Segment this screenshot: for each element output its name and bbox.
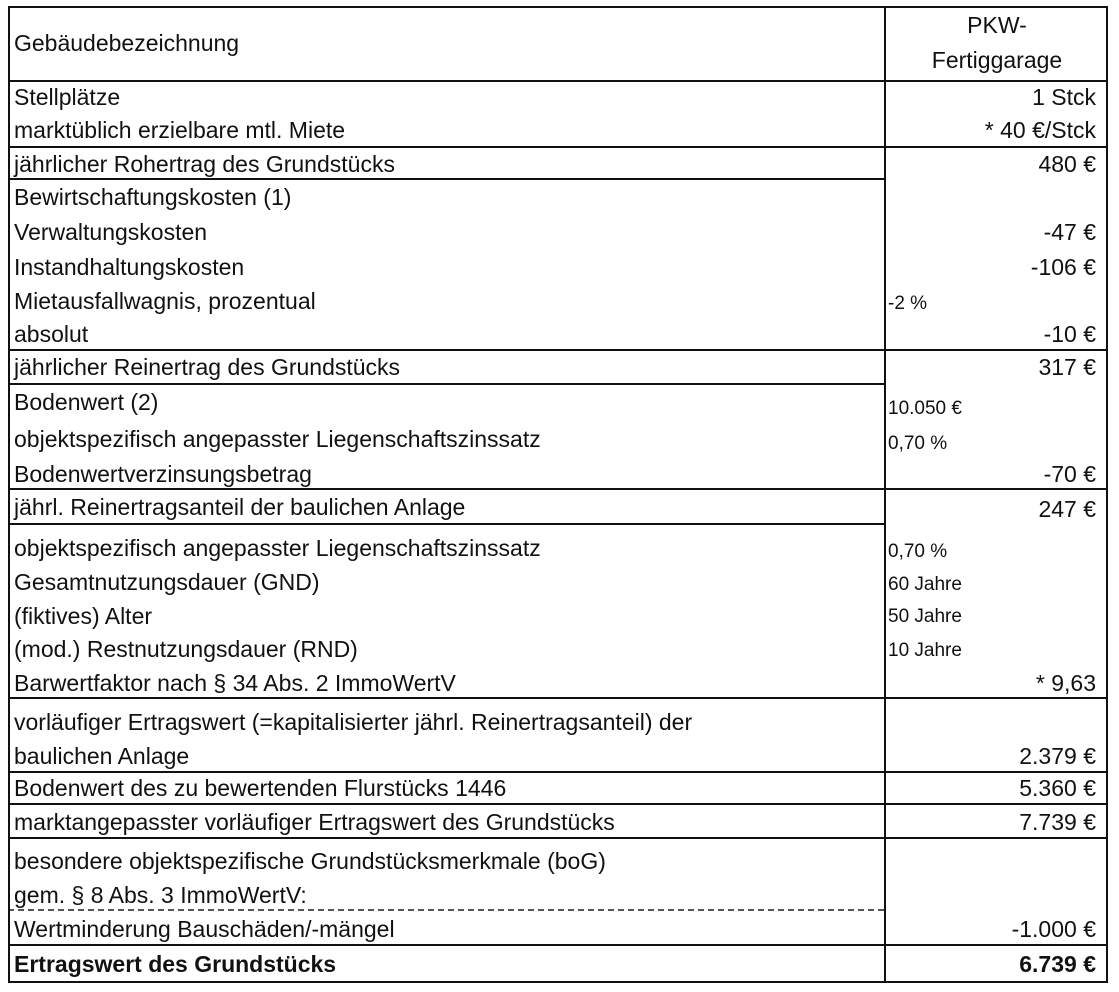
- row-label: Stellplätze: [14, 84, 121, 110]
- row-value: 247 €: [1038, 496, 1096, 522]
- row-divider: [8, 697, 1108, 699]
- row-divider: [8, 523, 884, 525]
- row-label: besondere objektspezifische Grundstücksmerkmale (boG): [14, 848, 606, 874]
- row-value: 7.739 €: [1019, 809, 1096, 835]
- row-label: vorläufiger Ertragswert (=kapitalisierter jährl. Reinertragsanteil) der: [14, 709, 693, 735]
- row-divider: [8, 837, 1108, 839]
- row-label: marktangepasster vorläufiger Ertragswert des Grundstücks: [14, 809, 615, 835]
- row-label: Bodenwert des zu bewertenden Flurstücks 1446: [14, 775, 507, 801]
- column-divider: [884, 6, 886, 983]
- row-divider: [8, 488, 1108, 490]
- row-aux-value: 0,70 %: [888, 541, 948, 562]
- total-label: Ertragswert des Grundstücks: [14, 951, 337, 977]
- row-label: objektspezifisch angepasster Liegenschaftszinssatz: [14, 535, 541, 561]
- row-value: -70 €: [1043, 461, 1096, 487]
- row-label: objektspezifisch angepasster Liegenschaftszinssatz: [14, 426, 541, 452]
- row-label: marktüblich erzielbare mtl. Miete: [14, 117, 346, 143]
- row-value: -10 €: [1043, 321, 1096, 347]
- row-value: 5.360 €: [1019, 775, 1096, 801]
- row-label: (fiktives) Alter: [14, 603, 153, 629]
- row-label: Gesamtnutzungsdauer (GND): [14, 569, 320, 595]
- row-divider: [8, 383, 884, 385]
- ertragswert-table: [8, 6, 1108, 984]
- row-value: 1 Stck: [1032, 84, 1096, 110]
- row-label: jährlicher Rohertrag des Grundstücks: [14, 151, 395, 177]
- row-label: Bodenwertverzinsungsbetrag: [14, 461, 312, 487]
- row-label: Instandhaltungskosten: [14, 254, 245, 280]
- row-divider: [8, 6, 1108, 8]
- row-aux-value: 10 Jahre: [888, 640, 962, 661]
- row-value: * 40 €/Stck: [984, 117, 1096, 143]
- row-value: -106 €: [1030, 254, 1096, 280]
- row-value: * 9,63: [1035, 670, 1096, 696]
- header-label: Gebäudebezeichnung: [14, 30, 240, 56]
- row-label: baulichen Anlage: [14, 743, 190, 769]
- row-aux-value: 0,70 %: [888, 433, 948, 454]
- row-divider: [8, 803, 1108, 805]
- row-label: (mod.) Restnutzungsdauer (RND): [14, 636, 358, 662]
- header-column-line2: Fertiggarage: [931, 47, 1063, 73]
- row-aux-value: -2 %: [888, 293, 928, 314]
- row-aux-value: 10.050 €: [888, 398, 962, 419]
- row-label: Bewirtschaftungskosten (1): [14, 184, 292, 210]
- row-label: absolut: [14, 321, 89, 347]
- row-label: Verwaltungskosten: [14, 219, 208, 245]
- row-label: jährl. Reinertragsanteil der baulichen Anlage: [14, 494, 466, 520]
- row-divider: [8, 80, 1108, 82]
- row-label: Bodenwert (2): [14, 389, 159, 415]
- row-aux-value: 50 Jahre: [888, 606, 962, 627]
- total-value: 6.739 €: [1019, 951, 1096, 977]
- row-divider: [8, 771, 1108, 773]
- row-divider: [8, 349, 1108, 351]
- row-value: -1.000 €: [1011, 916, 1096, 942]
- row-divider: [8, 146, 1108, 148]
- row-aux-value: 60 Jahre: [888, 574, 962, 595]
- header-column-line1: PKW-: [967, 12, 1027, 38]
- row-label: Barwertfaktor nach § 34 Abs. 2 ImmoWertV: [14, 670, 456, 696]
- row-value: 2.379 €: [1019, 743, 1096, 769]
- row-divider: [8, 944, 1108, 946]
- row-label: gem. § 8 Abs. 3 ImmoWertV:: [14, 882, 307, 908]
- row-label: jährlicher Reinertrag des Grundstücks: [14, 354, 401, 380]
- row-divider: [8, 178, 884, 180]
- column-divider: [1106, 6, 1108, 983]
- row-divider: [8, 981, 1108, 983]
- row-value: 480 €: [1038, 151, 1096, 177]
- dashed-divider: [8, 909, 884, 911]
- row-value: 317 €: [1038, 354, 1096, 380]
- row-label: Mietausfallwagnis, prozentual: [14, 288, 316, 314]
- row-label: Wertminderung Bauschäden/-mängel: [14, 916, 395, 942]
- column-divider: [8, 6, 10, 983]
- row-value: -47 €: [1043, 219, 1096, 245]
